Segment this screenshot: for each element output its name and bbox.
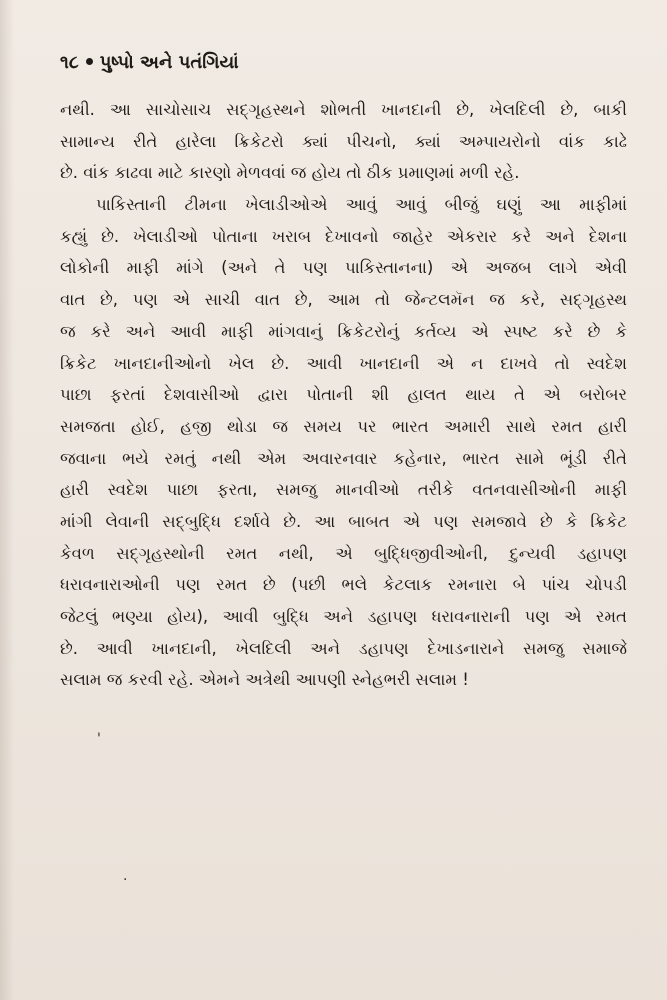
text-line: ક્રિકેટ ખાનદાનીઓનો ખેલ છે. આવી ખાનદાની એ ન દાખવે તો સ્વદેશ — [60, 353, 627, 373]
stray-dot-mark: . — [123, 868, 128, 884]
text-line: છે. વાંક કાઢવા માટે કારણો મેળવવાં જ હોય તો ઠીક પ્રમાણમાં મળી રહે. — [60, 163, 520, 183]
stray-tick-mark: ' — [97, 731, 101, 747]
text-line: સામાન્ય રીતે હારેલા ક્રિકેટરો ક્યાં પીચનો, ક્યાં અમ્પાયરોનો વાંક કાઢે — [60, 131, 627, 151]
text-line: હારી સ્વદેશ પાછા ફરતા, સમજુ માનવીઓ તરીકે વતનવાસીઓની માફી — [60, 480, 627, 500]
body-paragraph — [60, 94, 627, 696]
text-line: કહ્યું છે. ખેલાડીઓ પોતાના ખરાબ દેખાવનો જાહેર એકરાર કરે અને દેશના — [60, 226, 627, 246]
text-line: માંગી લેવાની સદ્‌બુદ્ધિ દર્શાવે છે. આ બાબત એ પણ સમજાવે છે કે ક્રિકેટ — [60, 511, 627, 531]
text-line: સમજતા હોઈ, હજી થોડા જ સમય પર ભારત અમારી સાથે રમત હારી — [60, 416, 627, 436]
text-line: પાછા ફરતાં દેશવાસીઓ દ્વારા પોતાની શી હાલત થાય તે એ બરોબર — [60, 385, 627, 405]
text-line: જ કરે અને આવી માફી માંગવાનું ક્રિકેટરોનું કર્તવ્ય એ સ્પષ્ટ કરે છે કે — [60, 321, 627, 341]
header-bullet — [86, 58, 93, 65]
text-line: ધરાવનારાઓની પણ રમત છે (પછી ભલે કેટલાક રમનારા બે પાંચ ચોપડી — [60, 575, 627, 595]
text-line: સલામ જ કરવી રહે. એમને અત્રેથી આપણી સ્નેહભરી સલામ ! — [60, 670, 469, 690]
binding-shadow — [0, 0, 14, 1000]
text-line: લોકોની માફી માંગે (અને તે પણ પાકિસ્તાનના) એ અજબ લાગે એવી — [60, 258, 627, 278]
text-line: જવાના ભયે રમતું નથી એમ અવારનવાર કહેનાર, ભારત સામે ભૂંડી રીતે — [60, 448, 627, 468]
text-line: વાત છે, પણ એ સાચી વાત છે, આમ તો જેન્ટલમૅન જ કરે, સદ્‌ગૃહસ્થ — [60, 290, 627, 310]
text-line: છે. આવી ખાનદાની, ખેલદિલી અને ડહાપણ દેખાડનારાને સમજુ સમાજે — [60, 638, 627, 658]
page-number: ૧૮ — [60, 52, 79, 73]
text-line: કેવળ સદ્‌ગૃહસ્થોની રમત નથી, એ બુદ્ધિજીવીઓની, દુન્યવી ડહાપણ — [60, 543, 627, 563]
text-line: પાકિસ્તાની ટીમના ખેલાડીઓએ આવું આવું બીજું ઘણું આ માફીમાં — [96, 195, 627, 215]
text-line: જેટલું ભણ્યા હોય), આવી બુદ્ધિ અને ડહાપણ ધરાવનારાની પણ એ રમત — [60, 607, 627, 626]
text-line: નથી. આ સાચોસાચ સદ્‌ગૃહસ્થને શોભતી ખાનદાની છે, ખેલદિલી છે, બાકી — [60, 100, 627, 119]
book-title: પુષ્પો અને પતંગિયાં — [99, 52, 239, 73]
show-through-text-bottom — [70, 755, 647, 1000]
running-header — [60, 52, 239, 73]
